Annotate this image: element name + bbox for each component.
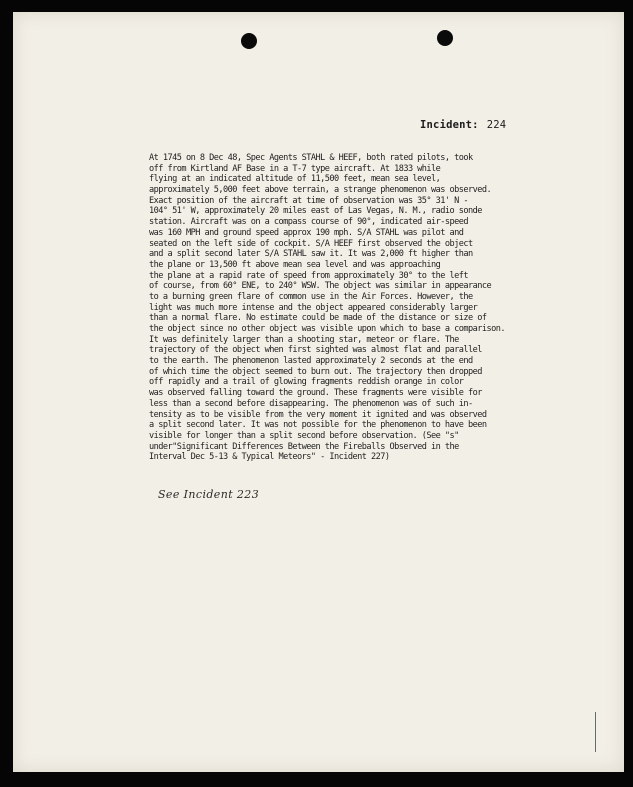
body-line: than a normal flare. No estimate could be made of the distance or size of xyxy=(149,313,487,324)
body-line: the plane at a rapid rate of speed from approximately 30° to the left xyxy=(149,270,469,281)
handwritten-note: See Incident 223 xyxy=(158,488,260,501)
report-body-text xyxy=(149,153,589,463)
body-line: was 160 MPH and ground speed approx 190 mph. S/A STAHL was pilot and xyxy=(149,227,464,238)
body-line: tensity as to be visible from the very moment it ignited and was observed xyxy=(149,409,487,420)
body-line: 104° 51' W, approximately 20 miles east of Las Vegas, N. M., radio sonde xyxy=(149,206,482,217)
body-line: At 1745 on 8 Dec 48, Spec Agents STAHL & HEEF, both rated pilots, took xyxy=(149,153,473,163)
document-page xyxy=(13,12,624,772)
body-line: Exact position of the aircraft at time of observation was 35° 31' N - xyxy=(149,195,469,206)
incident-label: Incident: xyxy=(420,119,479,131)
incident-header xyxy=(420,119,506,131)
body-line: flying at an indicated altitude of 11,500 feet, mean sea level, xyxy=(149,174,441,185)
body-line: was observed falling toward the ground. These fragments were visible for xyxy=(149,388,482,399)
incident-number: 224 xyxy=(486,119,507,131)
body-line: It was definitely larger than a shooting star, meteor or flare. The xyxy=(149,334,459,345)
body-line: to the earth. The phenomenon lasted approximately 2 seconds at the end xyxy=(149,356,473,367)
page-edge-mark xyxy=(595,712,596,752)
body-line: light was much more intense and the object appeared considerably larger xyxy=(149,302,478,313)
body-line: under"Significant Differences Between the Fireballs Observed in the xyxy=(149,441,459,452)
body-line: and a split second later S/A STAHL saw it. It was 2,000 ft higher than xyxy=(149,249,473,260)
body-line: off from Kirtland AF Base in a T-7 type aircraft. At 1833 while xyxy=(149,163,441,174)
punch-hole-right xyxy=(437,30,453,46)
body-line: Interval Dec 5-13 & Typical Meteors" - Incident 227) xyxy=(149,452,390,463)
body-line: the plane or 13,500 ft above mean sea level and was approaching xyxy=(149,259,441,270)
body-line: of course, from 60° ENE, to 240° WSW. The object was similar in appearance xyxy=(149,281,492,292)
body-line: station. Aircraft was on a compass course of 90°, indicated air-speed xyxy=(149,217,469,228)
body-line: approximately 5,000 feet above terrain, a strange phenomenon was observed. xyxy=(149,185,492,196)
body-line: of which time the object seemed to burn out. The trajectory then dropped xyxy=(149,366,482,377)
body-line: seated on the left side of cockpit. S/A HEEF first observed the object xyxy=(149,238,473,249)
body-line: the object since no other object was visible upon which to base a comparison. xyxy=(149,324,506,334)
body-line: less than a second before disappearing. The phenomenon was of such in- xyxy=(149,398,473,409)
body-line: trajectory of the object when first sighted was almost flat and parallel xyxy=(149,345,482,356)
body-line: to a burning green flare of common use in the Air Forces. However, the xyxy=(149,291,473,302)
punch-hole-left xyxy=(241,33,257,49)
body-line: visible for longer than a split second before observation. (See "s" xyxy=(149,430,459,441)
body-line: a split second later. It was not possible for the phenomenon to have been xyxy=(149,420,487,431)
body-line: off rapidly and a trail of glowing fragments reddish orange in color xyxy=(149,377,464,388)
